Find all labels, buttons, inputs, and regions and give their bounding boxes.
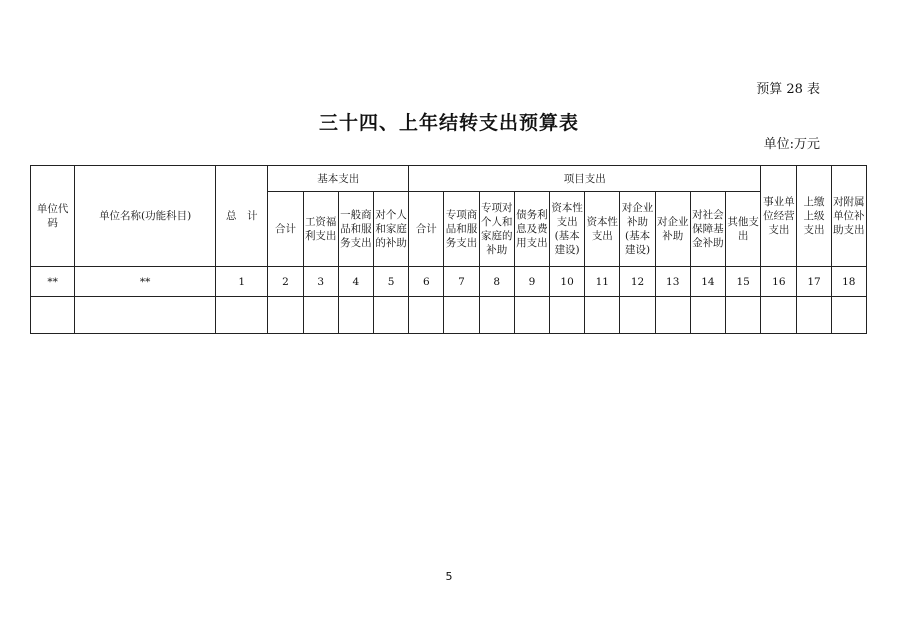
empty-cell bbox=[444, 297, 479, 334]
empty-cell bbox=[268, 297, 303, 334]
basic-col-header: 对个人和家庭的补助 bbox=[374, 192, 409, 267]
index-cell: 13 bbox=[655, 267, 690, 297]
index-cell: 8 bbox=[479, 267, 514, 297]
empty-cell bbox=[585, 297, 620, 334]
page-number: 5 bbox=[445, 570, 453, 583]
empty-cell bbox=[216, 297, 268, 334]
index-cell: 16 bbox=[761, 267, 797, 297]
empty-cell bbox=[831, 297, 866, 334]
index-row bbox=[31, 267, 867, 297]
index-cell: 3 bbox=[303, 267, 338, 297]
empty-cell bbox=[75, 297, 216, 334]
project-col-header: 合计 bbox=[409, 192, 444, 267]
index-cell: 14 bbox=[690, 267, 725, 297]
empty-cell bbox=[338, 297, 373, 334]
index-cell: 2 bbox=[268, 267, 303, 297]
empty-cell bbox=[514, 297, 549, 334]
header-upper-payment: 上缴上级支出 bbox=[797, 166, 831, 267]
index-cell: 12 bbox=[620, 267, 655, 297]
header-business-expenditure: 事业单位经营支出 bbox=[761, 166, 797, 267]
header-row-1 bbox=[31, 166, 867, 192]
project-col-header: 债务利息及费用支出 bbox=[514, 192, 549, 267]
header-total: 总 计 bbox=[216, 166, 268, 267]
project-col-header: 对企业补助(基本建设) bbox=[620, 192, 655, 267]
index-unit-code: ** bbox=[31, 267, 75, 297]
empty-cell bbox=[31, 297, 75, 334]
unit-label: 单位:万元 bbox=[763, 137, 820, 152]
index-cell: 5 bbox=[374, 267, 409, 297]
empty-cell bbox=[479, 297, 514, 334]
index-cell: 15 bbox=[726, 267, 761, 297]
page-title: 三十四、上年结转支出预算表 bbox=[318, 112, 579, 134]
empty-cell bbox=[409, 297, 444, 334]
empty-cell bbox=[620, 297, 655, 334]
empty-cell bbox=[303, 297, 338, 334]
empty-cell bbox=[797, 297, 831, 334]
empty-cell bbox=[655, 297, 690, 334]
index-cell: 10 bbox=[550, 267, 585, 297]
header-basic-expenditure: 基本支出 bbox=[268, 166, 409, 192]
index-cell: 11 bbox=[585, 267, 620, 297]
empty-cell bbox=[550, 297, 585, 334]
header-unit-name: 单位名称(功能科目) bbox=[75, 166, 216, 267]
project-col-header: 其他支出 bbox=[726, 192, 761, 267]
basic-col-header: 工资福利支出 bbox=[303, 192, 338, 267]
index-cell: 17 bbox=[797, 267, 831, 297]
basic-col-header: 合计 bbox=[268, 192, 303, 267]
empty-cell bbox=[726, 297, 761, 334]
empty-cell bbox=[761, 297, 797, 334]
project-col-header: 对社会保障基金补助 bbox=[690, 192, 725, 267]
project-col-header: 对企业补助 bbox=[655, 192, 690, 267]
index-cell: 18 bbox=[831, 267, 866, 297]
index-cell: 6 bbox=[409, 267, 444, 297]
index-cell: 9 bbox=[514, 267, 549, 297]
project-col-header: 资本性支出 bbox=[585, 192, 620, 267]
header-subsidiary-subsidy: 对附属单位补助支出 bbox=[831, 166, 866, 267]
project-col-header: 专项对个人和家庭的补助 bbox=[479, 192, 514, 267]
index-cell: 4 bbox=[338, 267, 373, 297]
form-number: 预算 28 表 bbox=[756, 82, 820, 97]
empty-cell bbox=[374, 297, 409, 334]
budget-table bbox=[30, 165, 867, 334]
index-cell: 1 bbox=[216, 267, 268, 297]
index-cell: 7 bbox=[444, 267, 479, 297]
header-project-expenditure: 项目支出 bbox=[409, 166, 761, 192]
project-col-header: 资本性支出(基本建设) bbox=[550, 192, 585, 267]
basic-col-header: 一般商品和服务支出 bbox=[338, 192, 373, 267]
index-unit-name: ** bbox=[75, 267, 216, 297]
header-unit-code: 单位代码 bbox=[31, 166, 75, 267]
empty-cell bbox=[690, 297, 725, 334]
project-col-header: 专项商品和服务支出 bbox=[444, 192, 479, 267]
empty-data-row bbox=[31, 297, 867, 334]
